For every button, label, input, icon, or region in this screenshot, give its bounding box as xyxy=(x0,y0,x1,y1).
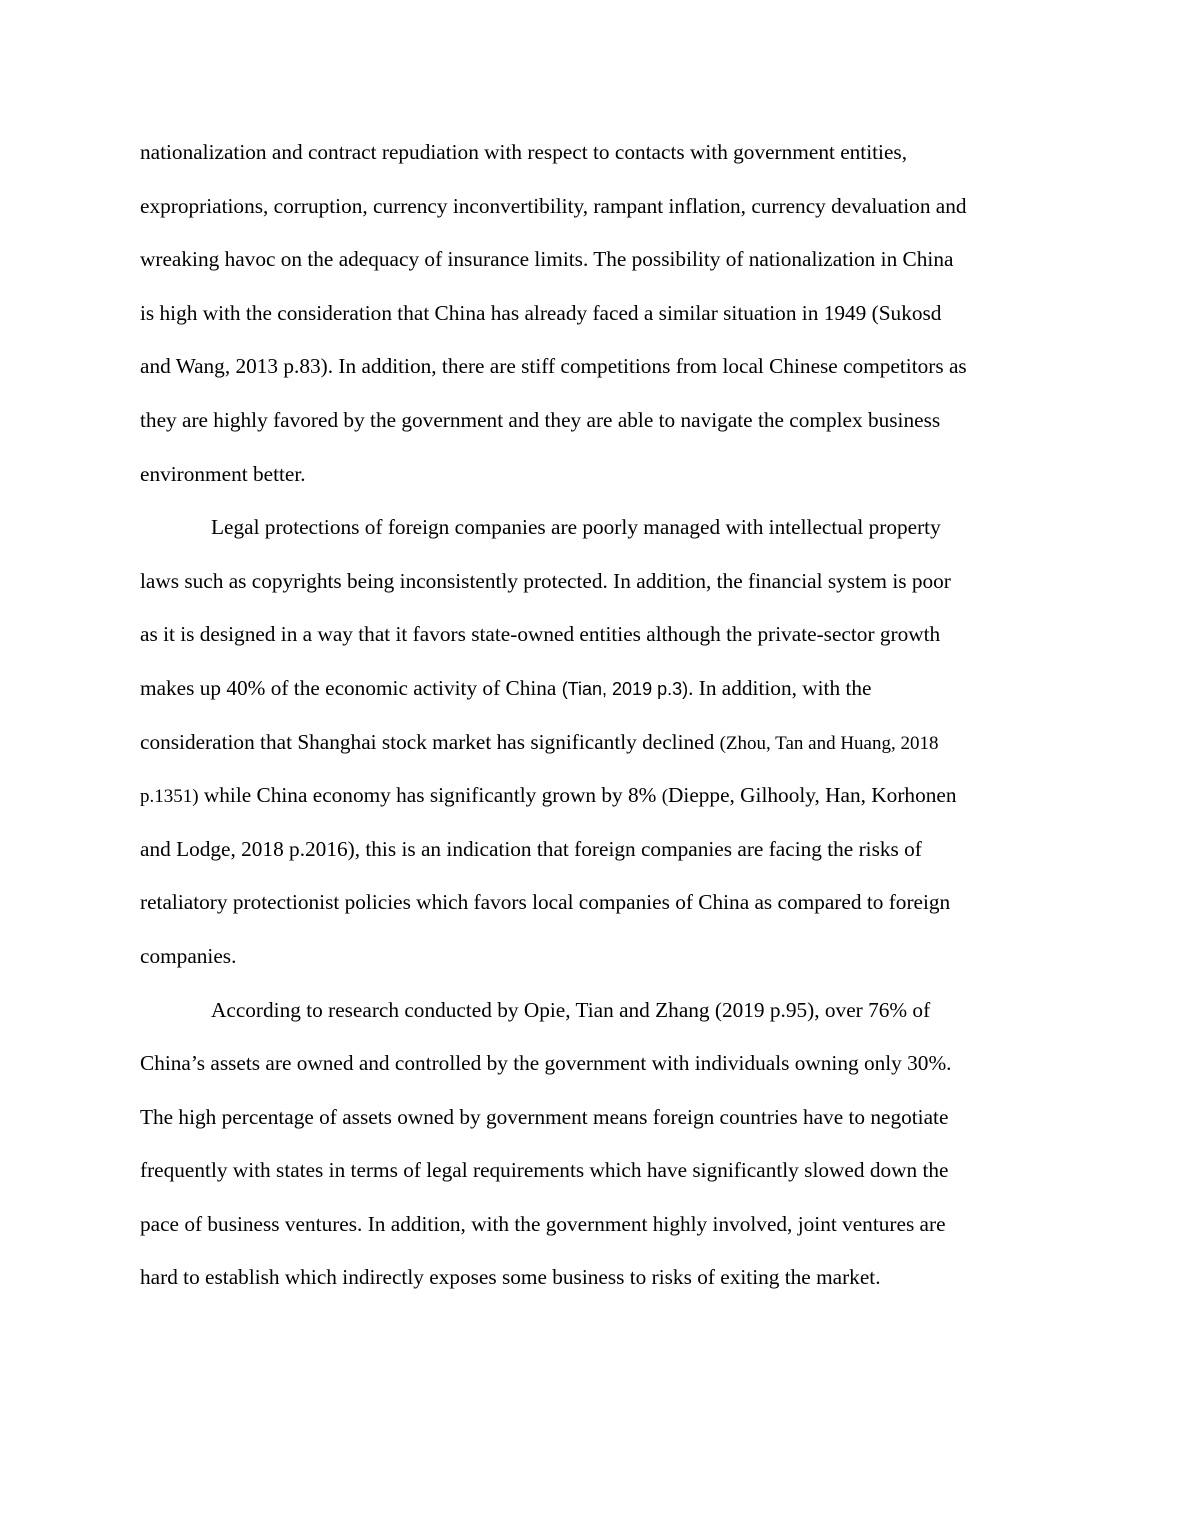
text-line: as it is designed in a way that it favors state-owned entities although the private-sector growth xyxy=(140,622,941,647)
citation-paren: ( xyxy=(661,786,669,808)
text-run: Dieppe, Gilhooly, Han, Korhonen xyxy=(668,783,957,808)
text-line: China’s assets are owned and controlled by the government with individuals owning only 30%. xyxy=(140,1051,952,1076)
text-line xyxy=(140,716,1052,770)
text-line: expropriations, corruption, currency inconvertibility, rampant inflation, currency devaluation and xyxy=(140,193,967,218)
text-line: and Lodge, 2018 p.2016), this is an indication that foreign companies are facing the risks of xyxy=(140,836,922,861)
text-run: makes up 40% of the economic activity of China xyxy=(140,675,562,700)
text-line: nationalization and contract repudiation with respect to contacts with government entities, xyxy=(140,140,908,164)
text-line: retaliatory protectionist policies which favors local companies of China as compared to foreign xyxy=(140,890,951,915)
paragraph-1 xyxy=(140,126,1052,501)
citation: (Tian, 2019 p.3) xyxy=(561,678,689,699)
document-body xyxy=(140,126,1052,1305)
text-line: companies. xyxy=(140,943,237,968)
text-run: . In addition, with the xyxy=(688,675,872,700)
text-run: consideration that Shanghai stock market has significantly declined xyxy=(140,729,720,754)
text-line: they are highly favored by the government and they are able to navigate the complex business xyxy=(140,407,941,432)
text-line: The high percentage of assets owned by government means foreign countries have to negotiate xyxy=(140,1104,949,1129)
text-line: hard to establish which indirectly exposes some business to risks of exiting the market. xyxy=(140,1265,881,1290)
text-line: frequently with states in terms of legal requirements which have significantly slowed down the xyxy=(140,1158,949,1183)
text-line: wreaking havoc on the adequacy of insurance limits. The possibility of nationalization in China xyxy=(140,247,954,272)
text-line: is high with the consideration that China has already faced a similar situation in 1949 (Sukosd xyxy=(140,300,942,325)
text-run: while China economy has significantly grown by 8% xyxy=(198,783,662,808)
citation: (Zhou, Tan and Huang, 2018 xyxy=(719,732,939,754)
text-line: According to research conducted by Opie, Tian and Zhang (2019 p.95), over 76% of xyxy=(211,997,931,1022)
text-line xyxy=(140,769,1052,823)
text-line: Legal protections of foreign companies are poorly managed with intellectual property xyxy=(211,515,941,540)
text-line: environment better. xyxy=(140,461,306,486)
text-line xyxy=(140,662,1052,716)
text-line: and Wang, 2013 p.83). In addition, there are stiff competitions from local Chinese competitors as xyxy=(140,354,967,379)
paragraph-3 xyxy=(140,984,1052,1306)
text-line: pace of business ventures. In addition, with the government highly involved, joint ventures are xyxy=(140,1211,946,1236)
paragraph-2 xyxy=(140,501,1052,983)
text-line: laws such as copyrights being inconsistently protected. In addition, the financial system is poor xyxy=(140,568,951,593)
citation: p.1351) xyxy=(140,786,199,808)
